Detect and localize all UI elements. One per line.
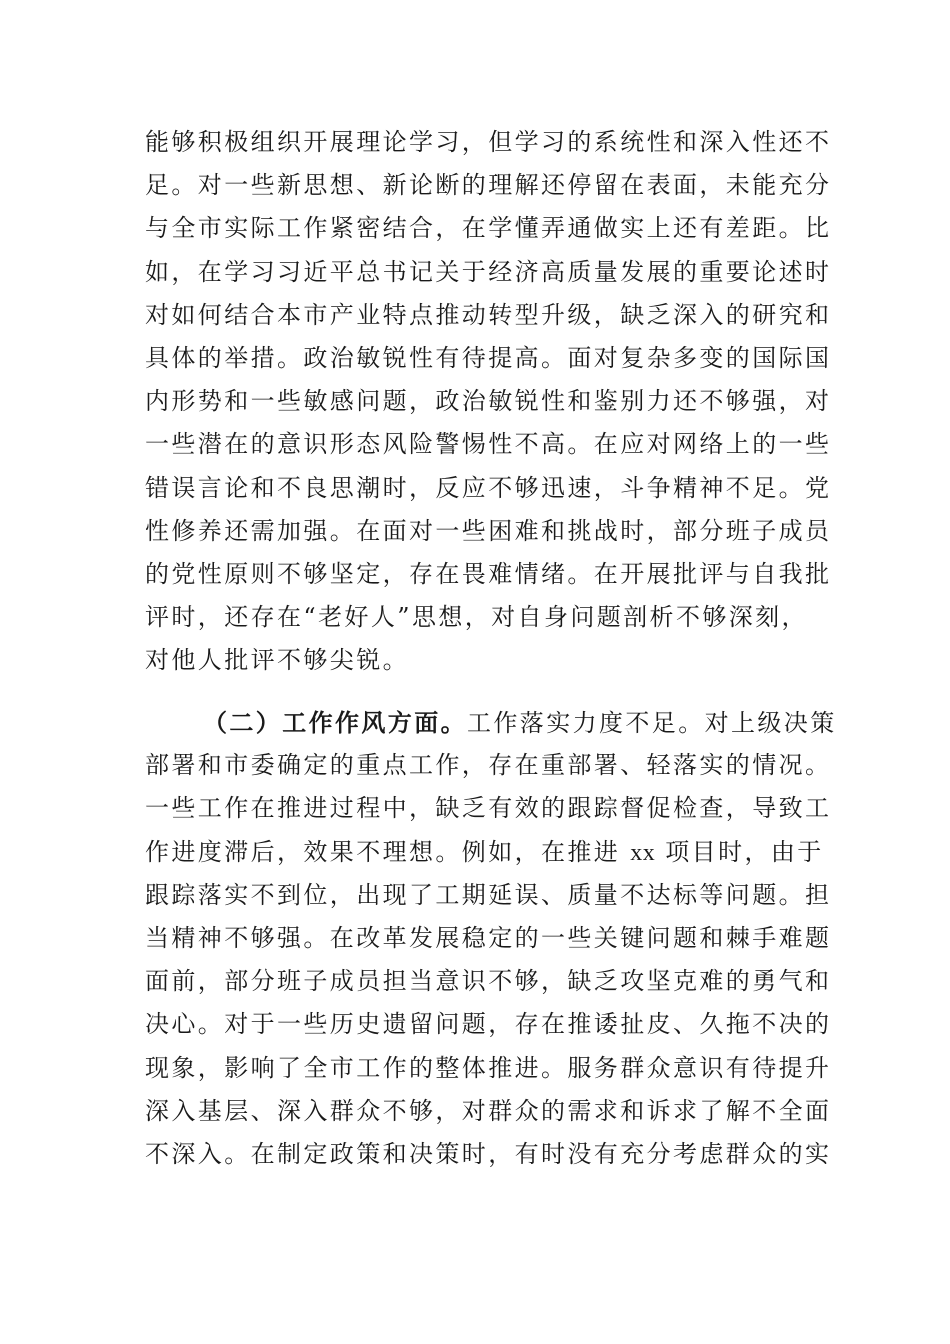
- text-line: 如，在学习习近平总书记关于经济高质量发展的重要论述时: [145, 257, 832, 286]
- text-line: 与全市实际工作紧密结合，在学懂弄通做实上还有差距。比: [145, 214, 832, 243]
- text-line: 决心。对于一些历史遗留问题，存在推诿扯皮、久拖不决的: [145, 1010, 832, 1039]
- text-segment: 作进度滞后，效果不理想。例如，在推进: [145, 837, 621, 866]
- text-line: 具体的举措。政治敏锐性有待提高。面对复杂多变的国际国: [145, 343, 832, 372]
- text-line: 错误言论和不良思潮时，反应不够迅速，斗争精神不足。党: [145, 473, 832, 502]
- text-segment: 工作落实力度不足。对上级决策: [467, 709, 837, 737]
- text-line: 足。对一些新思想、新论断的理解还停留在表面，未能充分: [145, 171, 832, 200]
- text-line: 内形势和一些敏感问题，政治敏锐性和鉴别力还不够强，对: [145, 387, 832, 416]
- paragraph-1: [145, 121, 832, 682]
- text-line: 现象，影响了全市工作的整体推进。服务群众意识有待提升: [145, 1053, 832, 1082]
- text-line: 面前，部分班子成员担当意识不够，缺乏攻坚克难的勇气和: [145, 967, 832, 996]
- text-line: 部署和市委确定的重点工作，存在重部署、轻落实的情况。: [145, 751, 832, 780]
- text-line: 一些潜在的意识形态风险警惕性不高。在应对网络上的一些: [145, 430, 832, 459]
- text-line-with-code: [145, 831, 824, 874]
- text-line: 跟踪落实不到位，出现了工期延误、质量不达标等问题。担: [145, 880, 832, 909]
- text-line: 能够积极组织开展理论学习，但学习的系统性和深入性还不: [145, 128, 832, 156]
- text-line: 一些工作在推进过程中，缺乏有效的跟踪督促检查，导致工: [145, 794, 832, 823]
- text-line: 对如何结合本市产业特点推动转型升级，缺乏深入的研究和: [145, 300, 832, 329]
- text-line-first: [145, 701, 837, 744]
- text-line: 评时，还存在“老好人”思想，对自身问题剖析不够深刻，: [145, 603, 808, 632]
- paragraph-2: [145, 701, 837, 1176]
- text-line: 不深入。在制定政策和决策时，有时没有充分考虑群众的实: [145, 1139, 832, 1168]
- text-line: 对他人批评不够尖锐。: [145, 646, 409, 675]
- text-line: 性修养还需加强。在面对一些困难和挑战时，部分班子成员: [145, 516, 832, 545]
- text-line: 当精神不够强。在改革发展稳定的一些关键问题和棘手难题: [145, 923, 832, 952]
- section-heading: （二）工作作风方面。: [203, 708, 467, 737]
- text-segment: 项目时，由于: [665, 837, 824, 866]
- project-code: xx: [630, 839, 656, 866]
- text-line: 的党性原则不够坚定，存在畏难情绪。在开展批评与自我批: [145, 559, 832, 588]
- text-line: 深入基层、深入群众不够，对群众的需求和诉求了解不全面: [145, 1096, 832, 1125]
